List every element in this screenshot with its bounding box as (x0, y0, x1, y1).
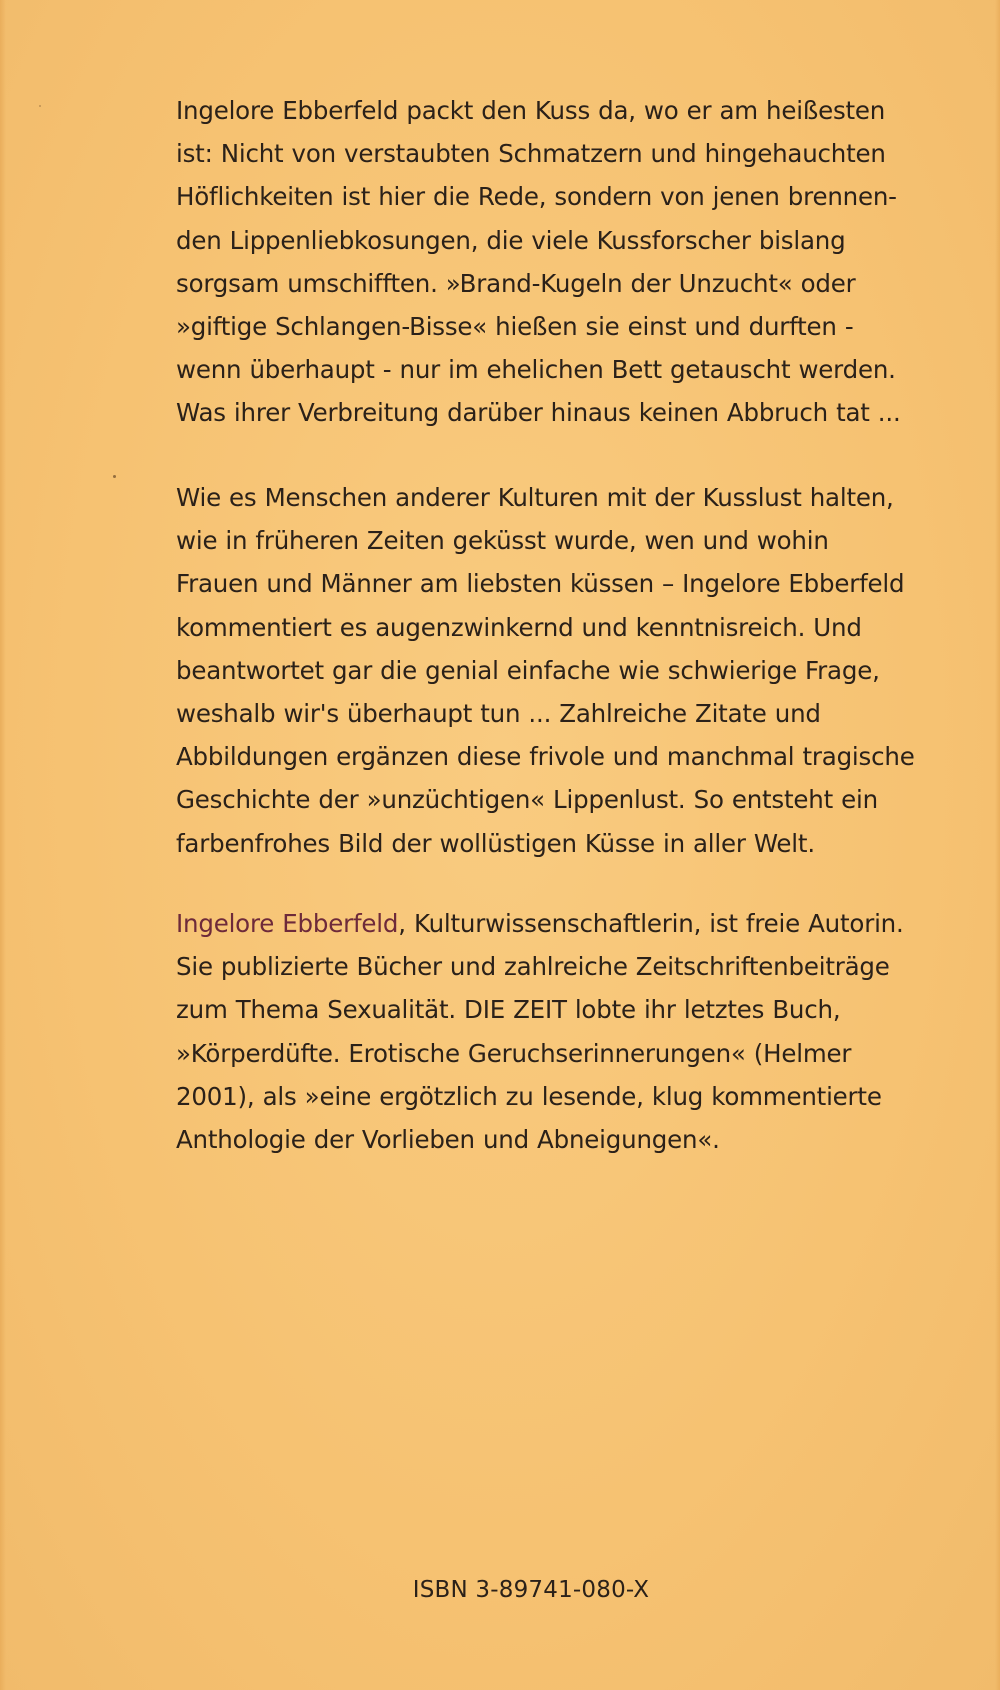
text-line: Geschichte der »unzüchtigen« Lippenlust. So entsteht ein (176, 785, 878, 815)
text-line: beantwortet gar die genial einfache wie schwierige Frage, (176, 655, 880, 685)
text-line: wie in früheren Zeiten geküsst wurde, wen und wohin (176, 526, 829, 556)
text-line: »giftige Schlangen-Bisse« hießen sie einst und durften - (176, 312, 854, 342)
author-bio-first-line-rest: , Kulturwissenschaftlerin, ist freie Autorin. (398, 909, 904, 938)
blurb-paragraph-2 (176, 476, 915, 865)
text-line: wenn überhaupt - nur im ehelichen Bett getauscht werden. (176, 355, 896, 385)
cover-edge-right (995, 0, 1000, 1690)
text-line: zum Thema Sexualität. DIE ZEIT lobte ihr letztes Buch, (176, 995, 841, 1025)
text-line: kommentiert es augenzwinkernd und kenntnisreich. Und (176, 612, 862, 642)
text-line: sorgsam umschifften. »Brand-Kugeln der Unzucht« oder (176, 268, 856, 298)
text-line: Wie es Menschen anderer Kulturen mit der Kusslust halten, (176, 483, 894, 512)
text-line: »Körperdüfte. Erotische Geruchserinnerungen« (Helmer (176, 1038, 852, 1068)
text-line: Höflichkeiten ist hier die Rede, sondern von jenen brennen- (176, 182, 897, 212)
text-line: Was ihrer Verbreitung darüber hinaus keinen Abbruch tat ... (176, 398, 901, 428)
text-line: farbenfrohes Bild der wollüstigen Küsse in aller Welt. (176, 828, 815, 858)
isbn-number: ISBN 3-89741-080-X (412, 1577, 650, 1603)
author-bio-first-line (176, 902, 906, 945)
text-line: Frauen und Männer am liebsten küssen – Ingelore Ebberfeld (176, 569, 905, 599)
text-line: Anthologie der Vorlieben und Abneigungen«. (176, 1125, 720, 1155)
author-name: Ingelore Ebberfeld (176, 909, 399, 938)
paper-speck (113, 475, 116, 478)
author-bio (176, 902, 906, 1161)
text-line: 2001), als »eine ergötzlich zu lesende, klug kommentierte (176, 1081, 882, 1111)
text-line: ist: Nicht von verstaubten Schmatzern und hingehauchten (176, 139, 886, 169)
text-line: Abbildungen ergänzen diese frivole und manchmal tragische (176, 742, 915, 772)
text-line: Ingelore Ebberfeld packt den Kuss da, wo er am heißesten (176, 96, 886, 125)
cover-edge-left (0, 0, 6, 1690)
text-line: Sie publizierte Bücher und zahlreiche Zeitschriftenbeiträge (176, 952, 890, 982)
text-line: den Lippenliebkosungen, die viele Kussforscher bislang (176, 225, 846, 255)
text-line: weshalb wir's überhaupt tun ... Zahlreiche Zitate und (176, 699, 821, 729)
paper-speck (39, 105, 41, 107)
blurb-paragraph-1 (176, 89, 906, 435)
